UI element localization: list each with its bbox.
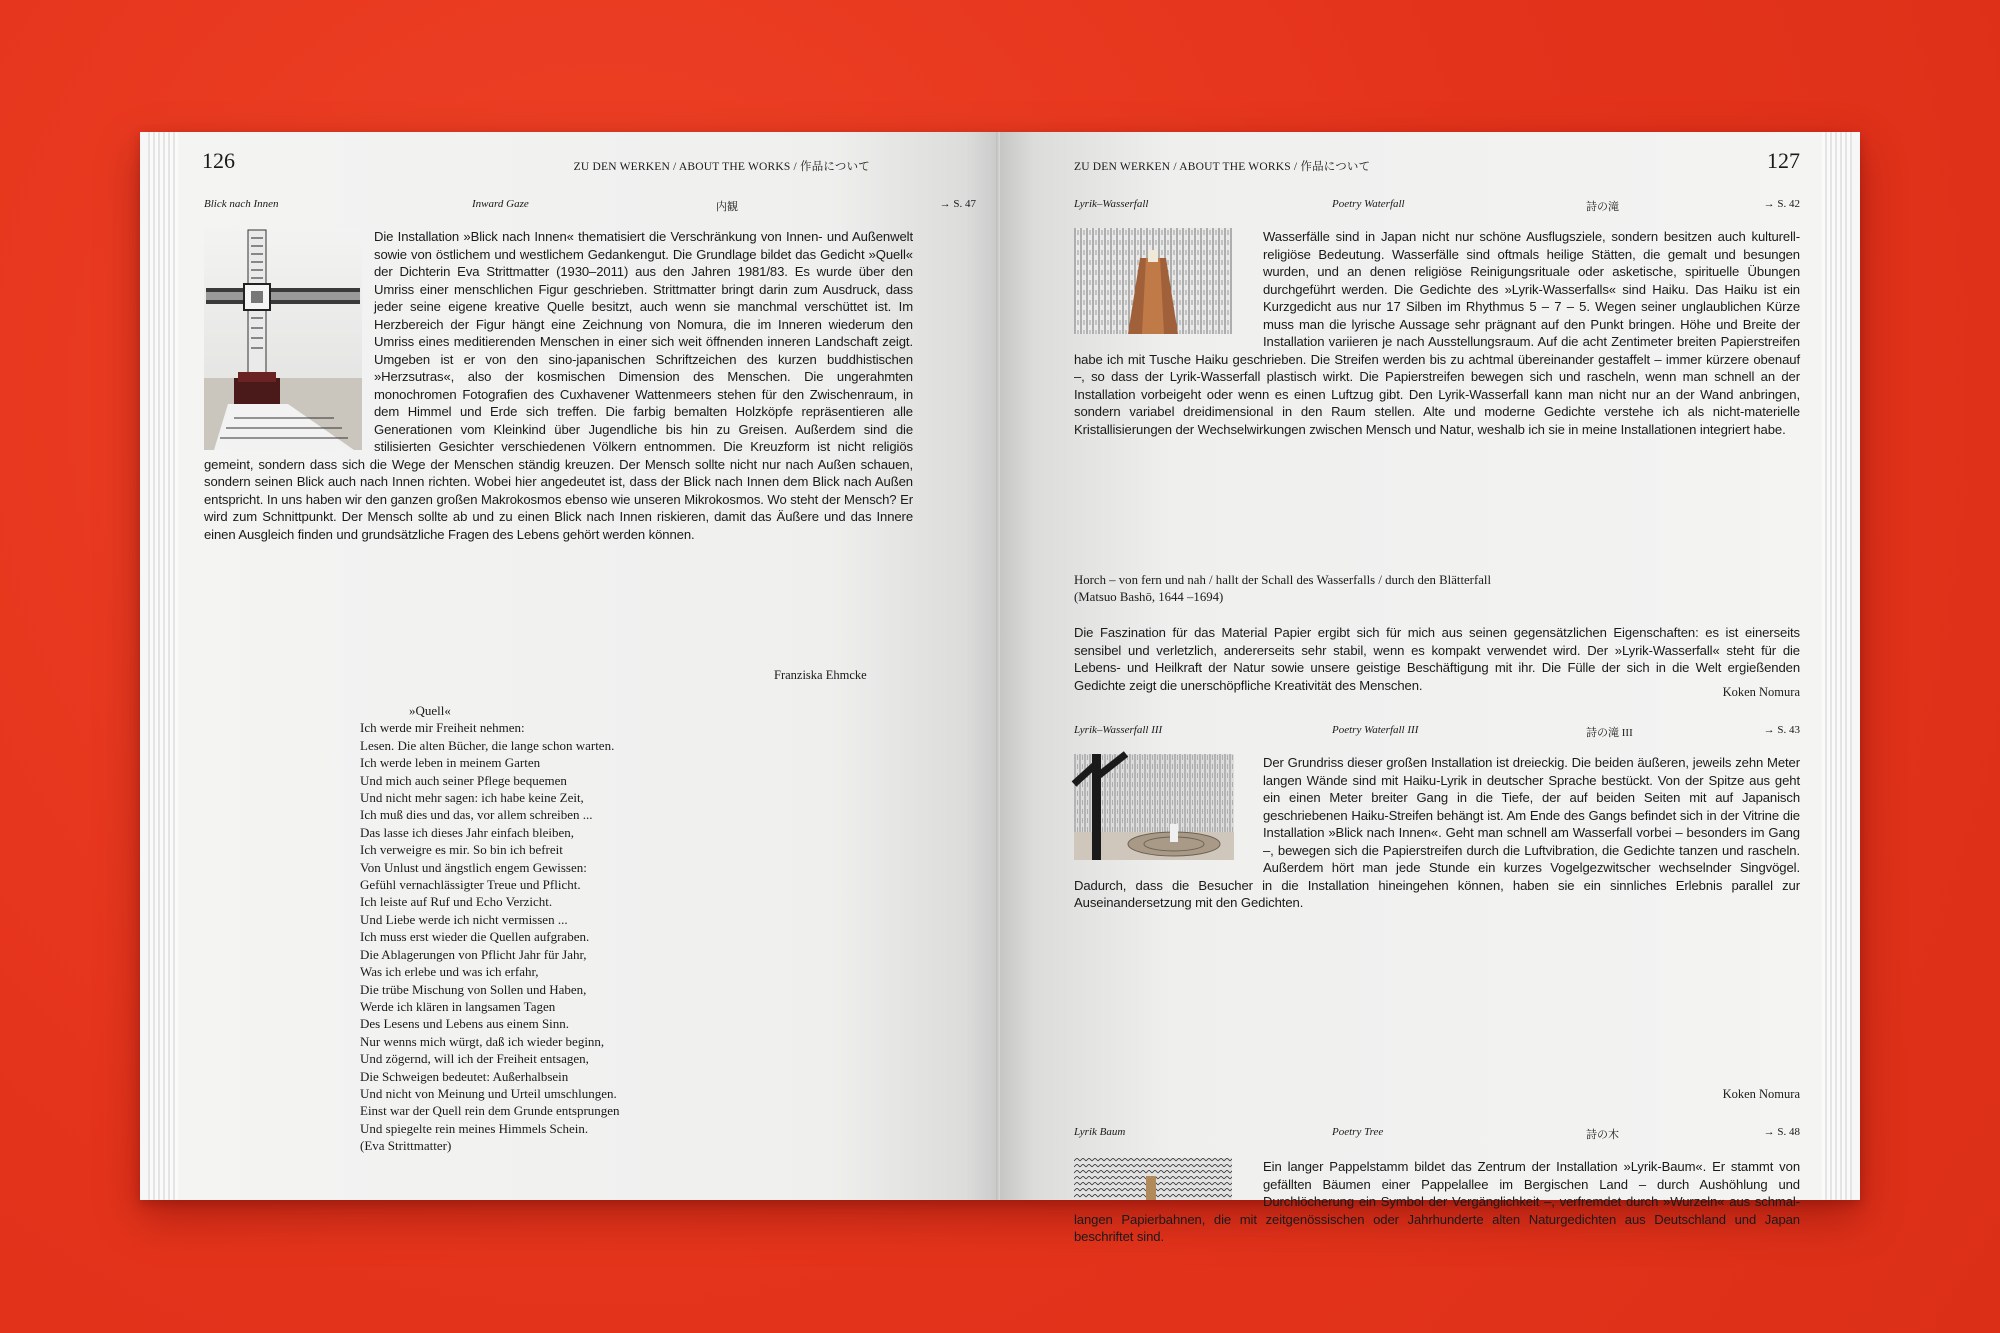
poem-line: Werde ich klären in langsamen Tagen <box>360 998 556 1014</box>
entry-body-waterfall-3 <box>1074 754 1800 912</box>
poem-line: Von Unlust und ängstlich engem Gewissen: <box>360 859 587 875</box>
haiku-line: Horch – von fern und nah / hallt der Schall des Wasserfalls / durch den Blätterfall <box>1074 573 1491 587</box>
entry-body-waterfall <box>1074 228 1800 438</box>
poem-line: Ich muss erst wieder die Quellen aufgraben. <box>360 929 590 945</box>
poem-line: Und zögernd, will ich der Freiheit entsagen, <box>360 1051 589 1067</box>
right-page <box>1000 132 1860 1244</box>
poem-line: Und nicht mehr sagen: ich habe keine Zeit, <box>360 790 584 806</box>
essay-body <box>204 228 913 543</box>
page-reference: → S. 43 <box>1763 724 1800 736</box>
author-signature: Koken Nomura <box>1722 1087 1800 1101</box>
entry-text: Wasserfälle sind in Japan nicht nur schöne Ausflugsziele, sondern besitzen auch kulturell-religiöse Bedeutung. Wasserfälle sind oftmals heilige Stätten, die gemalt und besungen wurden, und an denen religiöse Reinigungsrituale oder asketische, spirituelle Übungen durchgeführt werden. Die Gedichte des »Lyrik-Wasserfalls« sind Haiku. Das Haiku ist ein Kurzgedicht aus nur 17 Silben im Rhythmus 5 – 7 – 5. Wegen seiner unglaublichen Kürze muss man die lyrische Aussage sehr prägnant auf den Punkt bringen. Höhe und Breite der Installation variieren je nach Ausstellungsraum. Auf die acht Zentimeter breiten Papierstreifen habe ich mit Tusche Haiku geschrieben. Die Streifen werden bis zu achtmal übereinander gestaffelt – immer kürzere obenauf –, so dass der Lyrik-Wasserfall plastisch wirkt. Die Papierstreifen bewegen sich und rascheln, wenn man schnell an der Installation vorbeigeht oder wenn es einen Luftzug gibt. Den Lyrik-Wasserfall kann man nicht nur an der Wand anbringen, sondern variabel dreidimensional in den Raum stellen. Alte und moderne Gedichte verstehe ich als nicht-materielle Kristallisierungen der Wechselwirkungen zwischen Mensch und Natur, weshalb ich sie in meine Installationen integriert habe. <box>1074 229 1800 437</box>
haiku-quote <box>1074 572 1491 607</box>
title-japanese: 詩の滝 III <box>1586 727 1633 739</box>
entry-title-row <box>1074 724 1800 740</box>
poem-line: Gefühl vernachlässigter Treue und Pflicht. <box>360 877 581 893</box>
poem-line: Die Ablagerungen von Pflicht Jahr für Jahr, <box>360 946 587 962</box>
poem-line: Des Lesens und Lebens aus einem Sinn. <box>360 1016 570 1032</box>
photo-poetry-tree <box>1074 1158 1232 1200</box>
entry-body-tree <box>1074 1158 1800 1246</box>
page-reference: → S. 42 <box>1763 198 1800 210</box>
haiku-attribution: (Matsuo Bashō, 1644 –1694) <box>1074 590 1224 605</box>
poem-line: Ich verweigre es mir. So bin ich befreit <box>360 842 563 858</box>
poem-line: Ich werde mir Freiheit nehmen: <box>360 720 525 736</box>
title-japanese: 詩の木 <box>1586 1129 1619 1141</box>
poem-line: Was ich erlebe und was ich erfahr, <box>360 964 539 980</box>
entry-text: Die Faszination für das Material Papier ergibt sich für mich aus seinen gegensätzlichen Eigenschaften: es ist einerseits sensibel und verletzlich, andererseits sehr stabil, wenn es kompakt verwendet wird. Der »Lyrik-Wasserfall« steht für die Lebens- und Heilkraft der Natur sowie unsere geistige Beschäftigung mit ihr. Die Fülle der sich in die Welt ergießenden Gedichte zeigt die unerschöpfliche Kreativität des Menschen. <box>1074 625 1800 693</box>
page-number: 126 <box>202 148 235 173</box>
poem-title: »Quell« <box>409 703 451 718</box>
title-german: Lyrik Baum <box>1074 1126 1126 1138</box>
essay-text: Die Installation »Blick nach Innen« thematisiert die Verschränkung von Innen- und Außenwelt sowie von östlichem und westlichem Gedankengut. Die Grundlage bildet das Gedicht »Quell« der Dichterin Eva Strittmatter (1930–2011) aus den Jahren 1981/83. Es wurde über den Umriss einer menschlichen Figur geschrieben. Strittmatter bringt darin zum Ausdruck, dass jeder seine eigene kreative Quelle besitzt, auch wenn sie manchmal verschüttet ist. Im Herzbereich der Figur hängt eine Zeichnung von Nomura, die im Inneren wiederum den Umriss eines meditierenden Menschen in einer sich weit öffnenden inneren Landschaft zeigt. Umgeben ist er von den sino-japanischen Schriftzeichen des kurzen buddhistischen »Herzsutras«, also der kosmischen Dimension des Menschen. Die ungerahmten monochromen Fotografien des Cuxhavener Wattenmeers stehen für den Zwischenraum, in dem Himmel und Erde sich treffen. Die farbig bemalten Holzköpfe repräsentieren alle Generationen vom Kleinkind über Jugendliche bis hin zu Greisen. Außerdem sind die stilisierten Gesichter verschiedenen Völkern entnommen. Die Kreuzform ist nicht religiös gemeint, sondern dass sich die Wege der Menschen ständig kreuzen. Der Mensch sollte nicht nur nach Außen schauen, sondern seinen Blick auch nach Innen richten. Wobei hier angedeutet ist, dass der Blick nach Innen dem Blick nach Außen entspricht. In uns haben wir den ganzen großen Makrokosmos ebenso wie unseren Mikrokosmos. Wo steht der Mensch? Er wird zum Schnittpunkt. Der Mensch sollte ab und zu einen Blick nach Innen riskieren, damit das Äußere und das Innere einen Ausgleich finden und grundsätzliche Fragen des Lebens gehört werden können. <box>204 229 913 542</box>
title-english: Inward Gaze <box>472 198 529 210</box>
poem-attribution: (Eva Strittmatter) <box>360 1138 452 1154</box>
poem-line: Einst war der Quell rein dem Grunde entsprungen <box>360 1103 620 1119</box>
entry-title-row <box>204 198 976 214</box>
photo-inward-gaze <box>204 228 362 450</box>
entry-title-row <box>1074 198 1800 214</box>
entry-title-row <box>1074 1126 1800 1142</box>
title-japanese: 内観 <box>716 201 738 213</box>
title-english: Poetry Tree <box>1332 1126 1384 1138</box>
running-head: ZU DEN WERKEN / ABOUT THE WORKS / 作品について <box>573 161 870 173</box>
poem-line: Die trübe Mischung von Sollen und Haben, <box>360 981 587 997</box>
page-reference: → S. 48 <box>1763 1126 1800 1138</box>
entry-text: Ein langer Pappelstamm bildet das Zentrum der Installation »Lyrik-Baum«. Er stammt von gefällten Bäumen einer Pappelallee im Bergischen Land – durch Aushöhlung und Durchlöcherung ein Symbol der Vergänglichkeit –, verfremdet durch »Wurzeln« aus schmal-langen Papierbahnen, die mit zeitgenössischen oder Jahrhunderte alten Naturgedichten aus Deutschland und Japan beschriftet sind. <box>1074 1159 1800 1244</box>
poem-line: Und mich auch seiner Pflege bequemen <box>360 772 567 788</box>
poem-line: Und nicht von Meinung und Urteil umschlungen. <box>360 1085 617 1101</box>
poem-quell <box>360 702 620 1155</box>
title-german: Blick nach Innen <box>204 198 279 210</box>
open-book <box>140 132 1860 1244</box>
entry-text: Der Grundriss dieser großen Installation ist dreieckig. Die beiden äußeren, jeweils zehn Meter langen Wände sind mit Haiku-Lyrik in deutscher Sprache bestückt. Von der Spitze aus geht ein einen Meter breiter Gang in die Tiefe, der auf beiden Seiten mit auf Japanisch geschriebenen Haiku-Streifen behängt ist. Am Ende des Gangs befindet sich in der Vitrine die Installation »Blick nach Innen«. Geht man schnell am Wasserfall vorbei – besonders im Gang –, bewegen sich die Papierstreifen durch die Luftvibration, die Gedichte tanzen und rascheln. Außerdem hört man jede Stunde ein kurzes Vogelgezwitscher wechselnder Singvögel. Dadurch, dass die Besucher in die Installation hineingehen können, haben sie ein sinnliches Erlebnis parallel zur Auseinandersetzung mit den Gedichten. <box>1074 755 1800 910</box>
page-reference: → S. 47 <box>939 198 976 210</box>
photo-poetry-waterfall-3 <box>1074 754 1234 860</box>
author-signature: Franziska Ehmcke <box>774 668 867 682</box>
tree-installation-image <box>1074 1158 1232 1200</box>
title-english: Poetry Waterfall III <box>1332 724 1419 736</box>
waterfall-3-installation-image <box>1074 754 1234 860</box>
poem-line: Lesen. Die alten Bücher, die lange schon warten. <box>360 737 615 753</box>
title-german: Lyrik–Wasserfall III <box>1074 724 1163 736</box>
title-german: Lyrik–Wasserfall <box>1074 198 1149 210</box>
photo-poetry-waterfall <box>1074 228 1232 334</box>
author-signature: Koken Nomura <box>1722 685 1800 699</box>
poem-line: Ich leiste auf Ruf und Echo Verzicht. <box>360 894 553 910</box>
poem-line: Und spiegelte rein meines Himmels Schein. <box>360 1120 589 1136</box>
left-page <box>140 132 1000 1200</box>
title-japanese: 詩の滝 <box>1586 201 1619 213</box>
page-number: 127 <box>1767 148 1800 173</box>
poem-line: Ich muß dies und das, vor allem schreiben ... <box>360 807 593 823</box>
page-edge <box>148 132 178 1200</box>
page-edge <box>1822 132 1852 1200</box>
poem-line: Und Liebe werde ich nicht vermissen ... <box>360 911 568 927</box>
poem-line: Das lasse ich dieses Jahr einfach bleiben, <box>360 824 575 840</box>
running-head: ZU DEN WERKEN / ABOUT THE WORKS / 作品について <box>1074 161 1371 173</box>
waterfall-installation-image <box>1074 228 1232 334</box>
title-english: Poetry Waterfall <box>1332 198 1405 210</box>
entry-body-paper <box>1074 624 1800 694</box>
poem-line: Ich werde leben in meinem Garten <box>360 755 541 771</box>
poem-line: Die Schweigen bedeutet: Außerhalbsein <box>360 1068 569 1084</box>
installation-cross-image <box>204 228 362 450</box>
poem-line: Nur wenns mich würgt, daß ich wieder beginn, <box>360 1033 605 1049</box>
